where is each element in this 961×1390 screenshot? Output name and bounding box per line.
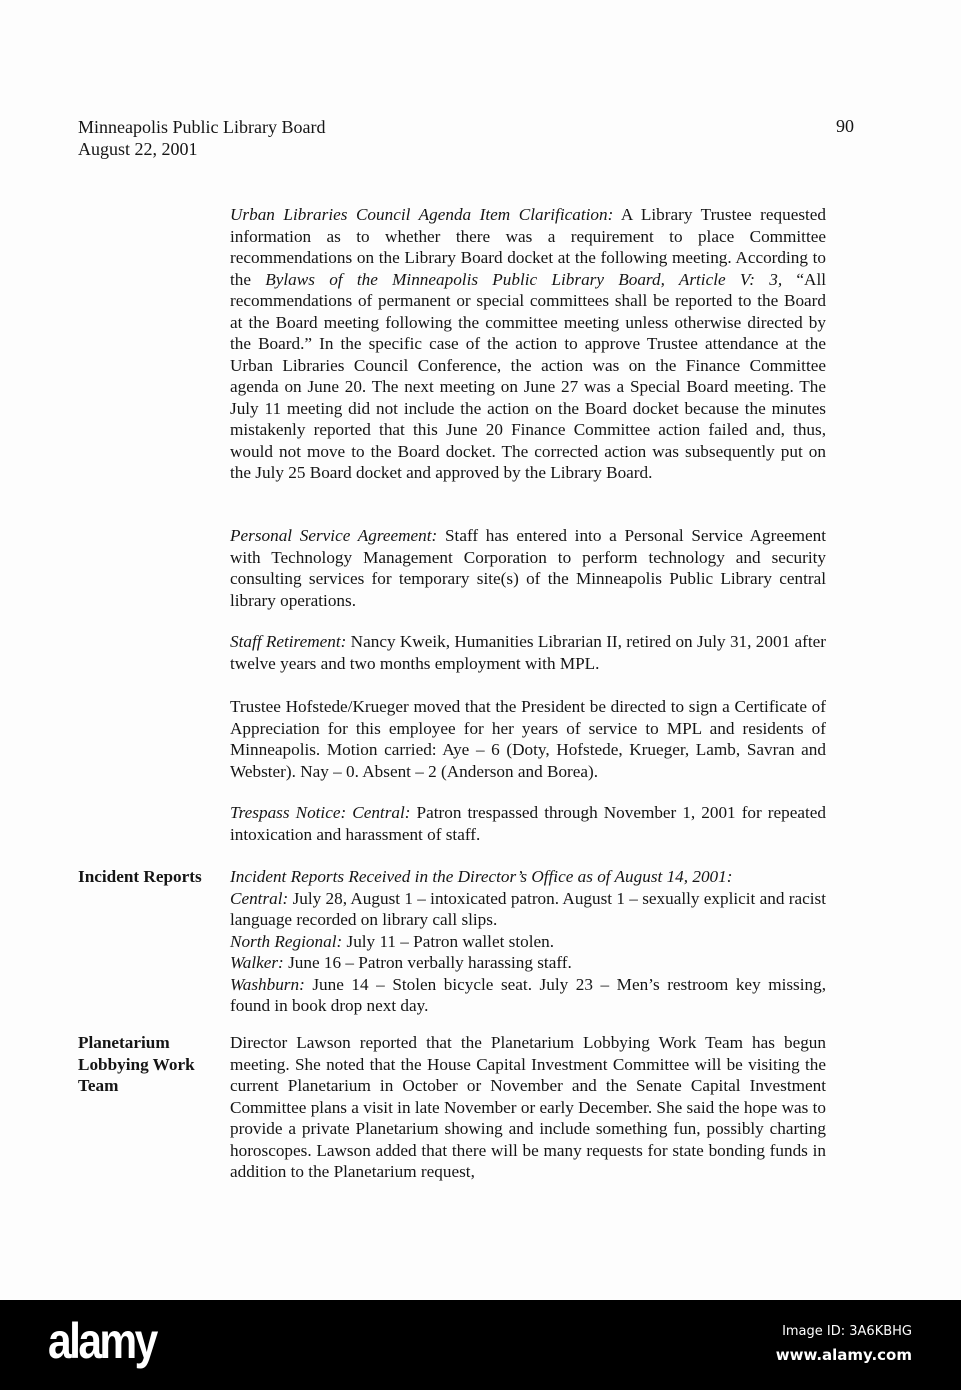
incident-heading	[230, 866, 826, 888]
section-title: Staff Retirement:	[230, 632, 347, 651]
label-line: Lobbying Work	[78, 1054, 195, 1074]
label-line: Planetarium	[78, 1033, 170, 1052]
paragraph-text: Patron trespassed through November 1, 2001 for repeated intoxication and harassment of staff.	[230, 803, 827, 844]
incident-text: July 28, August 1 – intoxicated patron. August 1 – sexually explicit and racist language recorded on library call slips.	[230, 888, 826, 929]
incident-item	[230, 931, 826, 953]
personal-service-paragraph	[230, 525, 826, 611]
heading-text: Incident Reports Received in the Director’s Office as of August 14, 2001:	[230, 867, 733, 886]
paragraph-text: “All recommendations of permanent or special committees shall be reported to the Board at the Board meeting following the committee meeting unless otherwise directed by the Board.” In the specific case of the action to approve Trustee attendance at the Urban Libraries Council Conference, the action was on the Finance Committee agenda on June 20. The next meeting on June 27 was a Special Board meeting. The July 11 meeting did not include the action on the Board docket because the minutes mistakenly reported that this June 20 Finance Committee action failed and, thus, would not move to the Board docket. The corrected action was subsequently put on the July 25 Board docket and approved by the Library Board.	[230, 269, 827, 482]
location: Walker:	[230, 953, 284, 972]
paragraph-text: A Library Trustee requested information as to whether there was a requirement to place Committee recommendations on the Library Board docket at the following meeting. According to the	[230, 205, 827, 289]
page-number: 90	[836, 116, 854, 136]
planetarium-paragraph: Director Lawson reported that the Planetarium Lobbying Work Team has begun meeting. She noted that the House Capital Investment Committee will be visiting the current Planetarium in October or November and the Senate Capital Investment Committee plans a visit in late November or early December. She said the hope was to provide a private Planetarium showing and include something fun, possibly charting horoscopes. Lawson added that there will be many requests for state bonding funds in addition to the Planetarium request,	[230, 1033, 826, 1181]
label-line: Team	[78, 1076, 119, 1095]
motion-paragraph: Trustee Hofstede/Krueger moved that the President be directed to sign a Certificate of Appreciation for this employee for her years of service to MPL and residents of Minneapolis. Motion carried: Aye – 6 (Doty, Hofstede, Krueger, Lamb, Savran and Webster). Nay – 0. Absent – 2 (Anderson and Borea).	[230, 697, 826, 781]
section-title: Personal Service Agreement:	[230, 526, 438, 545]
incident-text: June 14 – Stolen bicycle seat. July 23 – Men’s restroom key missing, found in book drop next day.	[230, 974, 826, 1015]
bylaws-reference: Bylaws of the Minneapolis Public Library Board, Article V: 3,	[265, 269, 783, 289]
section-title: Trespass Notice: Central:	[230, 803, 411, 822]
alamy-logo: alamy	[48, 1313, 156, 1369]
urban-libraries-paragraph	[230, 204, 826, 484]
incident-reports-section	[230, 866, 826, 1017]
incident-text: July 11 – Patron wallet stolen.	[342, 931, 554, 951]
incident-item	[230, 952, 826, 974]
watermark-bar	[0, 1300, 961, 1390]
image-id: Image ID: 3A6KBHG	[782, 1324, 912, 1339]
staff-retirement-paragraph	[230, 631, 826, 674]
section-title: Urban Libraries Council Agenda Item Clarification:	[230, 205, 614, 224]
page-header	[78, 116, 325, 160]
paragraph-text: Nancy Kweik, Humanities Librarian II, retired on July 31, 2001 after twelve years and two months employment with MPL.	[230, 632, 826, 673]
org-name: Minneapolis Public Library Board	[78, 117, 326, 137]
watermark-url: www.alamy.com	[775, 1346, 912, 1364]
location: North Regional:	[230, 931, 343, 951]
incident-reports-label: Incident Reports	[78, 867, 202, 886]
incident-text: June 16 – Patron verbally harassing staff.	[283, 953, 572, 972]
planetarium-label	[78, 1032, 218, 1097]
location: Washburn:	[230, 974, 305, 994]
location: Central:	[230, 888, 289, 908]
incident-item	[230, 974, 826, 1017]
trespass-paragraph	[230, 802, 826, 845]
paragraph-text: Staff has entered into a Personal Service Agreement with Technology Management Corporation to perform technology and security consulting services for temporary site(s) of the Minneapolis Public Library central library operations.	[230, 526, 827, 610]
meeting-date: August 22, 2001	[78, 139, 198, 159]
incident-item	[230, 888, 826, 931]
